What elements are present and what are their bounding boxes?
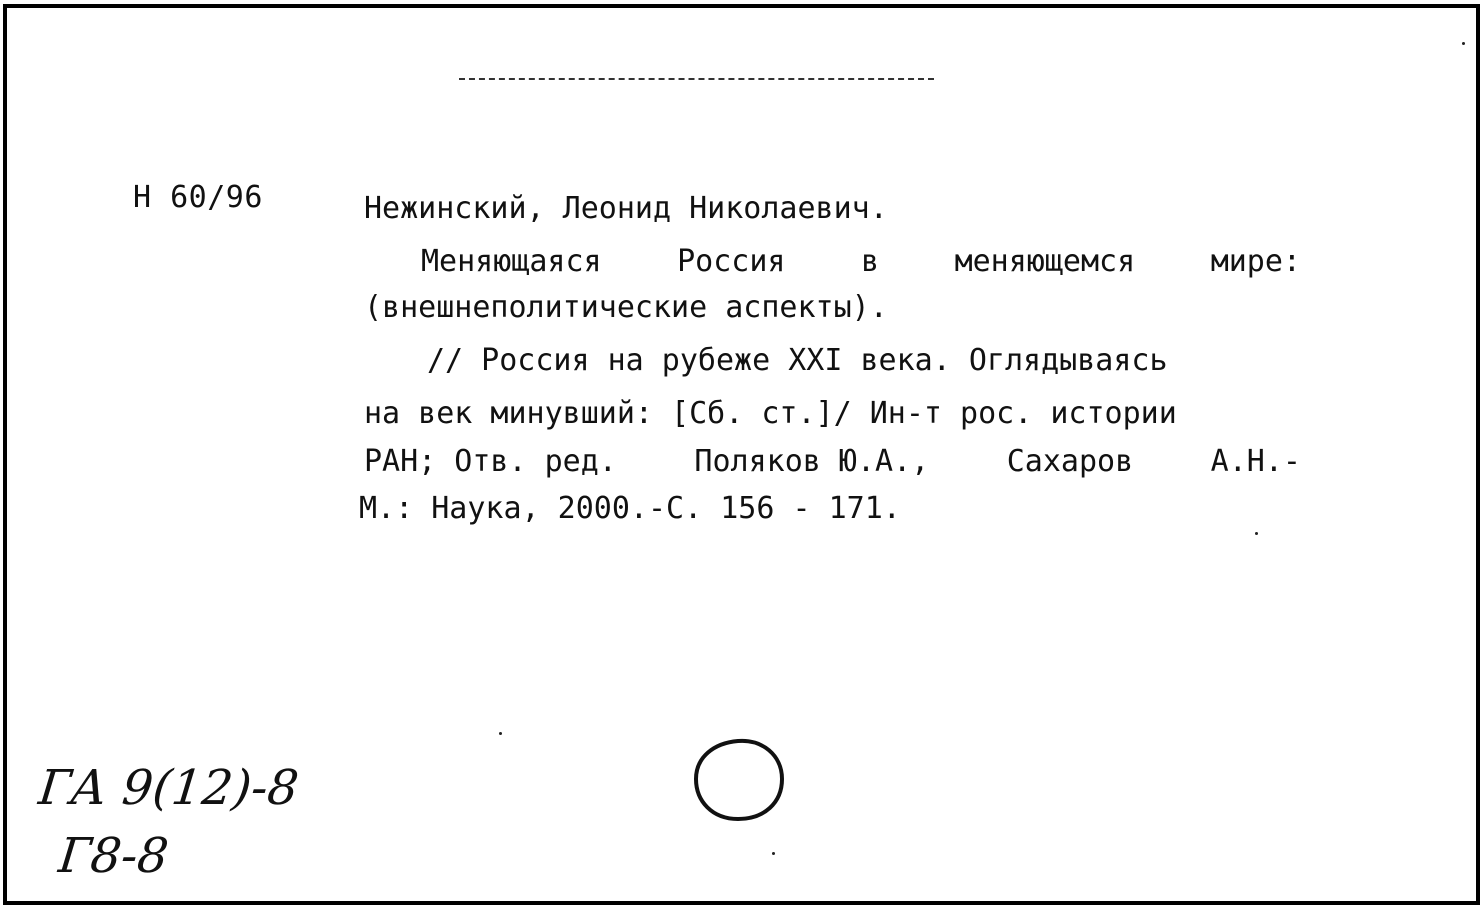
- speck: [499, 732, 502, 735]
- title-word: Россия: [677, 244, 786, 279]
- title-line-1: [421, 244, 1301, 279]
- source-line-3: [364, 444, 1301, 479]
- punch-hole-circle: [690, 735, 786, 823]
- source-word: А.Н.-: [1210, 444, 1301, 479]
- handwritten-call-number: ГА 9(12)-8: [36, 760, 302, 816]
- source-line-2: на век минувший: [Сб. ст.]/ Ин-т рос. истории: [364, 396, 1177, 431]
- source-word: РАН; Отв. ред.: [364, 444, 617, 479]
- title-word: меняющемся: [954, 244, 1136, 279]
- handwritten-call-number-2: Г8-8: [56, 828, 172, 884]
- catalog-card: [3, 4, 1480, 905]
- source-line-4: М.: Наука, 2000.-С. 156 - 171.: [359, 491, 901, 526]
- title-word: в: [861, 244, 880, 279]
- top-dashed-rule: [459, 78, 934, 80]
- shelfmark: Н 60/96: [133, 180, 263, 215]
- source-word: Сахаров: [1006, 444, 1134, 479]
- speck: [1255, 532, 1258, 535]
- author-heading: Нежинский, Леонид Николаевич.: [364, 191, 888, 226]
- source-line-1: // Россия на рубеже XXI века. Оглядываясь: [427, 343, 1168, 378]
- source-word: Поляков Ю.А.,: [694, 444, 930, 479]
- speck: [1462, 42, 1465, 45]
- title-word: Меняющаяся: [421, 244, 602, 279]
- speck: [772, 852, 775, 855]
- title-line-2: (внешнеполитические аспекты).: [364, 290, 888, 325]
- title-word: мире:: [1210, 244, 1301, 279]
